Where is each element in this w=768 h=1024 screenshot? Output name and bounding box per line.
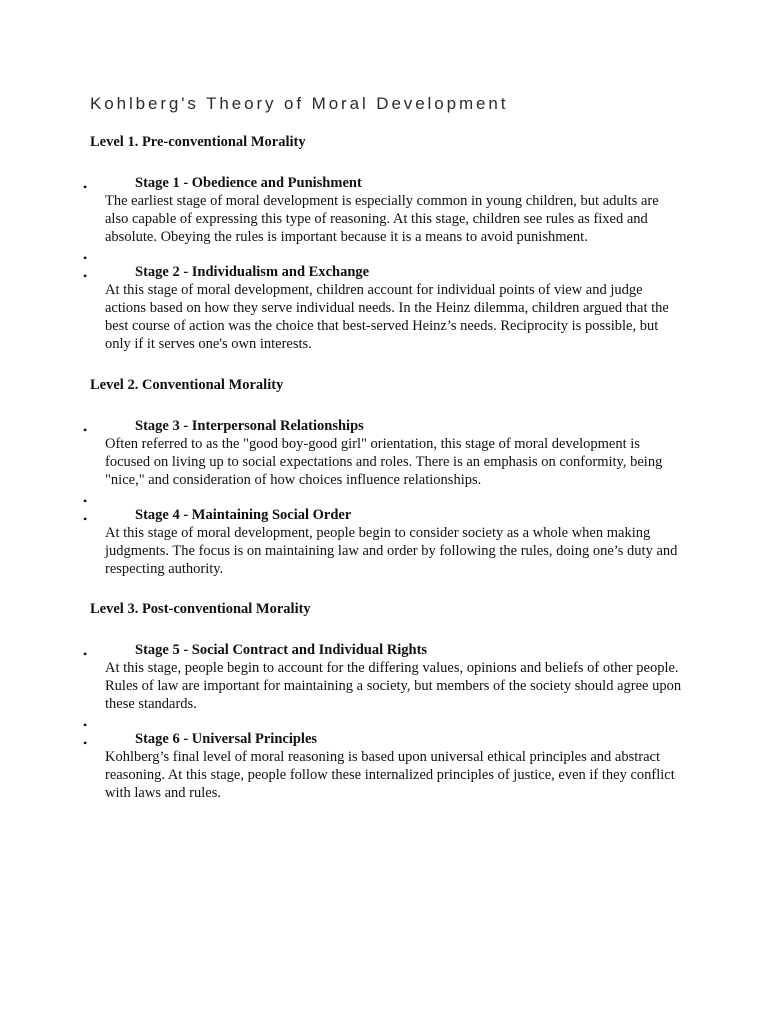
bullet-marker: • [83, 423, 88, 437]
stage-3-description: Often referred to as the "good boy-good girl" orientation, this stage of moral development is focused on living up to social expectations and roles. There is an emphasis on conformity, being "nice," and consideration of how choices influence relationships. [105, 436, 663, 488]
bullet-marker: • [83, 736, 88, 750]
document-title: Kohlberg's Theory of Moral Development [90, 94, 509, 113]
stage-2-description: At this stage of moral development, children account for individual points of view and judge actions based on how they serve individual needs. In the Heinz dilemma, children argued that the best course of action was the choice that best-served Heinz’s needs. Reciprocity is possible, but only if it serves one's own interests. [105, 282, 669, 352]
stage-4-description: At this stage of moral development, people begin to consider society as a whole when making judgments. The focus is on maintaining law and order by following the rules, doing one’s duty and respecting authority. [105, 525, 678, 577]
empty-bullet-marker: • [83, 718, 88, 732]
stage-5-description: At this stage, people begin to account for the differing values, opinions and beliefs of other people. Rules of law are important for maintaining a society, but members of the society should agree upon these standards. [105, 660, 682, 712]
bullet-marker: • [83, 269, 88, 283]
level-1-heading: Level 1. Pre-conventional Morality [90, 134, 306, 150]
bullet-marker: • [83, 647, 88, 661]
stage-3-title: Stage 3 - Interpersonal Relationships [135, 418, 364, 434]
stage-6-title: Stage 6 - Universal Principles [135, 731, 318, 747]
empty-bullet-marker: • [83, 494, 88, 508]
stage-1-title: Stage 1 - Obedience and Punishment [135, 175, 362, 191]
stage-5-title: Stage 5 - Social Contract and Individual Rights [135, 642, 428, 658]
bullet-marker: • [83, 180, 88, 194]
level-2-heading: Level 2. Conventional Morality [90, 377, 284, 393]
bullet-marker: • [83, 512, 88, 526]
stage-4-title: Stage 4 - Maintaining Social Order [135, 507, 352, 523]
stage-2-title: Stage 2 - Individualism and Exchange [135, 264, 370, 280]
level-3-heading: Level 3. Post-conventional Morality [90, 601, 311, 617]
stage-1-description: The earliest stage of moral development is especially common in young children, but adults are also capable of expressing this type of reasoning. At this stage, children see rules as fixed and absolute. Obeying the rules is important because it is a means to avoid punishment. [105, 193, 659, 245]
stage-6-description: Kohlberg’s final level of moral reasoning is based upon universal ethical principles and abstract reasoning. At this stage, people follow these internalized principles of justice, even if they conflict with laws and rules. [105, 749, 675, 801]
empty-bullet-marker: • [83, 251, 88, 265]
